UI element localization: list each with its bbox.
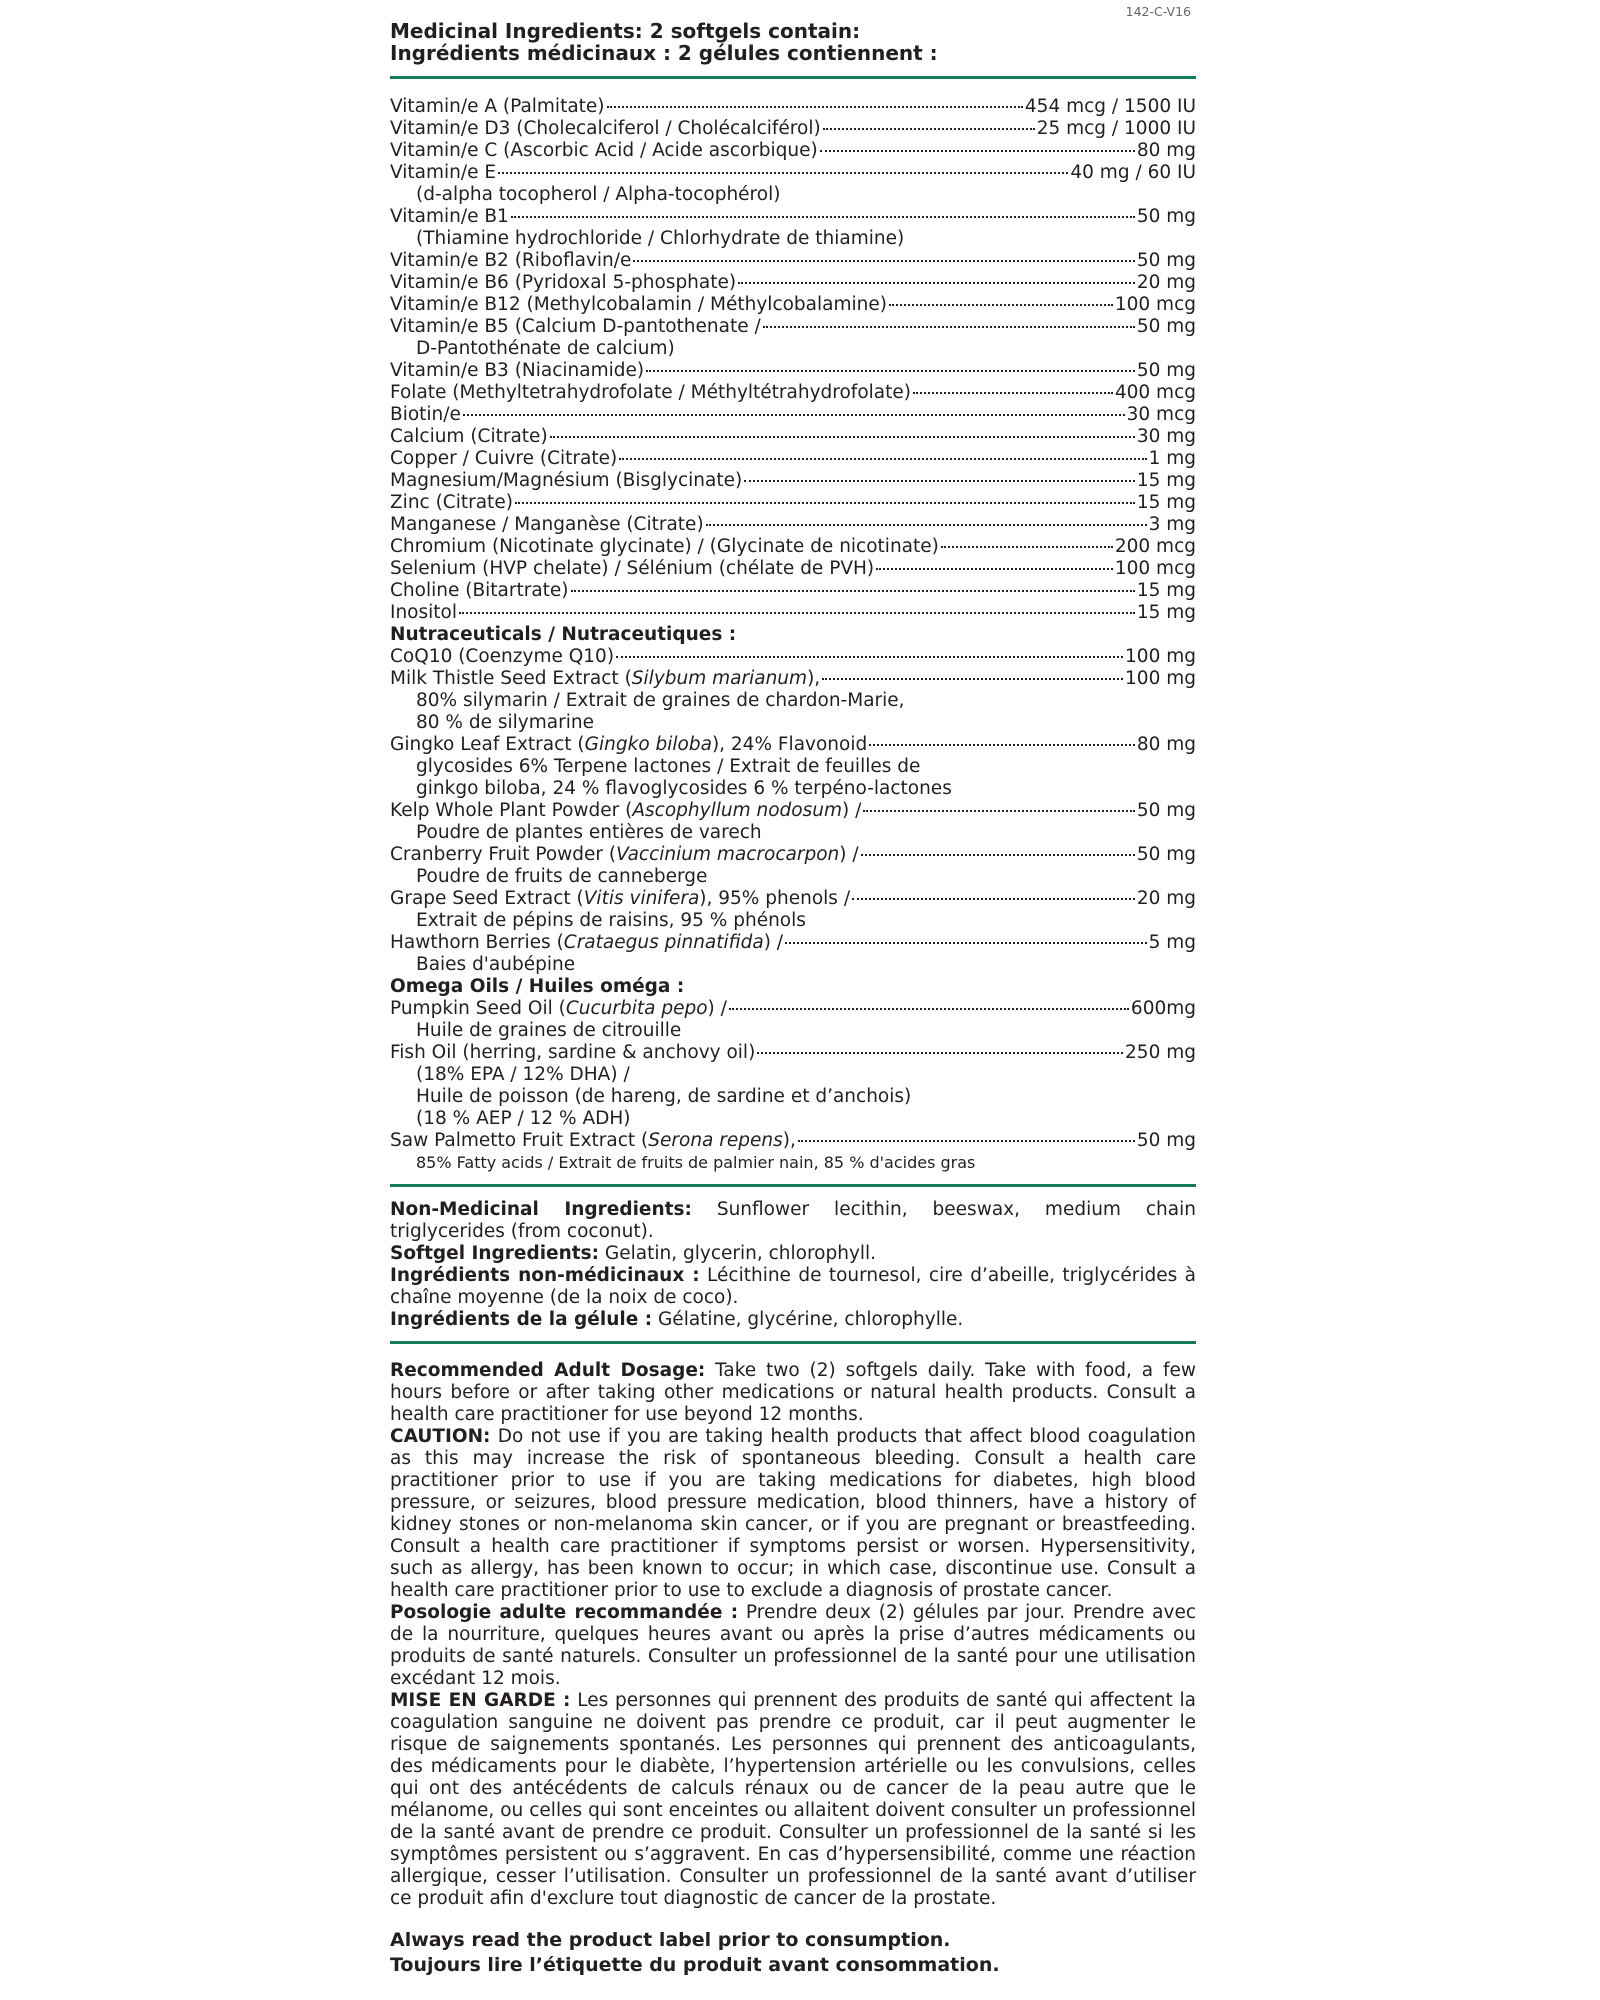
ingredient-name	[390, 470, 742, 492]
dosage-item-label: Recommended Adult Dosage:	[390, 1360, 706, 1381]
ingredient-amount: 100 mcg	[1114, 558, 1196, 579]
ingredient-detail: 80% silymarin / Extrait de graines de chardon-Marie,	[416, 690, 905, 711]
ingredient-amount: 30 mcg	[1126, 404, 1196, 425]
ingredient-name-text: Hawthorn Berries (	[390, 932, 564, 953]
dot-leader	[861, 854, 1135, 856]
ingredient-amount: 25 mcg / 1000 IU	[1036, 118, 1196, 139]
ingredient-detail: 85% Fatty acids / Extrait de fruits de palmier nain, 85 % d'acides gras	[416, 1153, 976, 1172]
ingredient-name	[390, 668, 820, 690]
dot-leader	[798, 1140, 1135, 1142]
ingredient-amount: 20 mg	[1136, 888, 1196, 909]
ingredient-row	[390, 932, 1196, 954]
ingredient-detail: ginkgo biloba, 24 % flavoglycosides 6 % terpéno-lactones	[416, 778, 952, 799]
ingredient-name-text: Vitamin/e B5 (Calcium D-pantothenate /	[390, 316, 761, 337]
ingredient-name	[390, 844, 859, 866]
ingredient-row	[390, 492, 1196, 514]
dot-leader	[515, 502, 1135, 504]
ingredient-row	[390, 1042, 1196, 1064]
divider-rule	[390, 1184, 1196, 1187]
ingredient-name	[390, 888, 850, 910]
ingredient-row	[390, 272, 1196, 294]
ingredient-name	[390, 426, 548, 448]
latin-name: Silybum marianum	[631, 668, 808, 689]
section-heading: Omega Oils / Huiles oméga :	[390, 976, 685, 997]
non-medicinal-item-label: Ingrédients non-médicinaux :	[390, 1265, 700, 1286]
dot-leader	[459, 612, 1135, 614]
non-medicinal-item	[390, 1265, 1196, 1309]
ingredient-amount: 15 mg	[1136, 492, 1196, 513]
ingredient-detail: (d-alpha tocopherol / Alpha-tocophérol)	[416, 184, 781, 205]
ingredient-list	[390, 96, 1196, 1174]
ingredient-amount: 600mg	[1130, 998, 1196, 1019]
divider-rule	[390, 1341, 1196, 1344]
ingredient-detail: 80 % de silymarine	[416, 712, 594, 733]
ingredient-name	[390, 448, 617, 470]
ingredient-name-text: Vitamin/e B3 (Niacinamide)	[390, 360, 645, 381]
latin-name: Gingko biloba	[584, 734, 712, 755]
dot-leader	[785, 942, 1147, 944]
dot-leader	[633, 260, 1134, 262]
ingredient-name-text: Pumpkin Seed Oil (	[390, 998, 566, 1019]
ingredient-name-suffix: ), 95% phenols /	[699, 888, 851, 909]
ingredient-amount: 50 mg	[1136, 844, 1196, 865]
non-medicinal-item-text: Sunflower lecithin, beeswax, medium chain triglycerides (from coconut).	[390, 1199, 1196, 1242]
supplement-label	[390, 0, 1196, 1978]
ingredient-name-text: Vitamin/e B6 (Pyridoxal 5-phosphate)	[390, 272, 737, 293]
dot-leader	[616, 656, 1123, 658]
ingredient-amount: 50 mg	[1136, 206, 1196, 227]
non-medicinal-item-text: Lécithine de tournesol, cire d’abeille, triglycérides à chaîne moyenne (de la noix de coco).	[390, 1265, 1196, 1308]
ingredient-name	[390, 316, 761, 338]
ingredient-name	[390, 558, 874, 580]
ingredient-name-text: Vitamin/e E	[390, 162, 497, 183]
ingredient-detail: Huile de poisson (de hareng, de sardine et d’anchois)	[416, 1086, 912, 1107]
dosage-item-text: Do not use if you are taking health products that affect blood coagulation as this may increase the risk of spontaneous bleeding. Consult a health care practitioner prior to use if you are taking medications for diabetes, high blood pressure, or seizures, blood pressure medication, blood thinners, have a history of kidney stones or non-melanoma skin cancer, or if you are pregnant or breastfeeding. Consult a health care practitioner if symptoms persist or worsen. Hypersensitivity, such as allergy, has been known to occur; in which case, discontinue use. Consult a health care practitioner prior to use to exclude a diagnosis of prostate cancer.	[390, 1426, 1196, 1601]
ingredient-amount: 30 mg	[1136, 426, 1196, 447]
ingredient-row	[390, 646, 1196, 668]
ingredient-amount: 80 mg	[1136, 734, 1196, 755]
ingredient-name-text: Biotin/e	[390, 404, 461, 425]
dot-leader	[571, 590, 1135, 592]
ingredient-name	[390, 250, 631, 272]
ingredient-amount: 200 mcg	[1114, 536, 1196, 557]
ingredient-name-text: Vitamin/e A (Palmitate)	[390, 96, 605, 117]
ingredient-row	[390, 96, 1196, 118]
ingredient-amount: 50 mg	[1136, 800, 1196, 821]
ingredient-name-text: Copper / Cuivre (Citrate)	[390, 448, 618, 469]
ingredient-amount: 15 mg	[1136, 602, 1196, 623]
ingredient-name-text: Grape Seed Extract (	[390, 888, 584, 909]
ingredient-name-text: Selenium (HVP chelate) / Sélénium (chélate de PVH)	[390, 558, 875, 579]
ingredient-amount: 20 mg	[1136, 272, 1196, 293]
dot-leader	[646, 370, 1135, 372]
ingredient-name	[390, 800, 861, 822]
ingredient-detail: Poudre de fruits de canneberge	[416, 866, 708, 887]
ingredient-row	[390, 602, 1196, 624]
ingredient-row	[390, 294, 1196, 316]
dot-leader	[550, 436, 1135, 438]
ingredient-row	[390, 162, 1196, 184]
ingredient-name-text: Vitamin/e C (Ascorbic Acid / Acide ascorbique)	[390, 140, 818, 161]
non-medicinal-item-label: Ingrédients de la gélule :	[390, 1309, 653, 1330]
dot-leader	[511, 216, 1135, 218]
ingredient-name	[390, 932, 783, 954]
ingredient-name	[390, 140, 818, 162]
ingredient-amount: 15 mg	[1136, 470, 1196, 491]
dot-leader	[863, 810, 1134, 812]
non-medicinal-section	[390, 1199, 1196, 1331]
ingredient-name	[390, 162, 496, 184]
ingredient-name-text: Magnesium/Magnésium (Bisglycinate)	[390, 470, 743, 491]
ingredient-row	[390, 316, 1196, 338]
ingredient-name-text: Vitamin/e D3 (Cholecalciferol / Cholécalciférol)	[390, 118, 821, 139]
ingredient-name-suffix: ) /	[707, 998, 727, 1019]
ingredient-detail: (Thiamine hydrochloride / Chlorhydrate de thiamine)	[416, 228, 905, 249]
non-medicinal-item-label: Softgel Ingredients:	[390, 1243, 600, 1264]
ingredient-row	[390, 426, 1196, 448]
ingredient-row	[390, 844, 1196, 866]
ingredient-name-text: Vitamin/e B1	[390, 206, 509, 227]
ingredient-row	[390, 360, 1196, 382]
footer-en: Always read the product label prior to consumption.	[390, 1929, 951, 1951]
ingredient-name	[390, 96, 605, 118]
latin-name: Vitis vinifera	[583, 888, 700, 909]
medicinal-header	[390, 0, 1196, 64]
section-heading: Nutraceuticals / Nutraceutiques :	[390, 624, 737, 645]
ingredient-row	[390, 118, 1196, 140]
ingredient-row	[390, 448, 1196, 470]
ingredient-amount: 454 mcg / 1500 IU	[1024, 96, 1196, 117]
ingredient-row	[390, 1130, 1196, 1152]
ingredient-name-suffix: ) /	[841, 800, 862, 821]
ingredient-name-suffix: ),	[807, 668, 821, 689]
ingredient-amount: 100 mg	[1125, 668, 1196, 689]
latin-name: Vaccinium macrocarpon	[616, 844, 840, 865]
ingredient-amount: 100 mg	[1125, 646, 1196, 667]
ingredient-name	[390, 118, 821, 140]
dosage-item-label: CAUTION:	[390, 1426, 491, 1447]
dot-leader	[941, 546, 1113, 548]
ingredient-row	[390, 888, 1196, 910]
ingredient-name-text: Folate (Methyltetrahydrofolate / Méthyltétrahydrofolate)	[390, 382, 911, 403]
dot-leader	[607, 106, 1023, 108]
dot-leader	[852, 898, 1135, 900]
dot-leader	[869, 744, 1135, 746]
ingredient-name	[390, 734, 867, 756]
dosage-item-text: Les personnes qui prennent des produits de santé qui affectent la coagulation sanguine ne doivent pas prendre ce produit, car il peut augmenter le risque de saignements spontanés. Les personnes qui prennent des anticoagulants, des médicaments pour le diabète, l’hypertension artérielle ou les convulsions, celles qui ont des antécédents de calculs rénaux ou de cancer de la peau autre que le mélanome, ou celles qui sont enceintes ou allaitent doivent consulter un professionnel de la santé avant de prendre ce produit. Consulter un professionnel de la santé si les symptômes persistent ou s’aggravent. En cas d’hypersensibilité, comme une réaction allergique, cesser l’utilisation. Consulter un professionnel de la santé avant d’utiliser ce produit afin d'exclure tout diagnostic de cancer de la prostate.	[390, 1690, 1196, 1909]
dot-leader	[619, 458, 1146, 460]
ingredient-name-text: Chromium (Nicotinate glycinate) / (Glycinate de nicotinate)	[390, 536, 939, 557]
ingredient-name	[390, 360, 644, 382]
ingredient-name-text: Fish Oil (herring, sardine & anchovy oil)	[390, 1042, 756, 1063]
ingredient-name-suffix: ) /	[839, 844, 859, 865]
dosage-item-label: MISE EN GARDE :	[390, 1690, 571, 1711]
ingredient-name-text: Inositol	[390, 602, 457, 623]
dot-leader	[822, 678, 1123, 680]
ingredient-name-text: Choline (Bitartrate)	[390, 580, 569, 601]
ingredient-row	[390, 514, 1196, 536]
ingredient-name	[390, 514, 704, 536]
dosage-item-text: Take two (2) softgels daily. Take with food, a few hours before or after taking other medications or natural health products. Consult a health care practitioner for use beyond 12 months.	[390, 1360, 1196, 1425]
ingredient-name-text: Vitamin/e B2 (Riboflavin/e	[390, 250, 632, 271]
ingredient-detail: Extrait de pépins de raisins, 95 % phénols	[416, 910, 806, 931]
ingredient-row	[390, 800, 1196, 822]
ingredient-name-suffix: ),	[782, 1130, 796, 1151]
ingredient-detail: Baies d'aubépine	[416, 954, 576, 975]
ingredient-name	[390, 536, 939, 558]
ingredient-row	[390, 470, 1196, 492]
ingredient-row	[390, 998, 1196, 1020]
ingredient-amount: 80 mg	[1136, 140, 1196, 161]
ingredient-name-text: Vitamin/e B12 (Methylcobalamin / Méthylcobalamine)	[390, 294, 887, 315]
ingredient-row	[390, 206, 1196, 228]
ingredient-detail: Poudre de plantes entières de varech	[416, 822, 762, 843]
ingredient-name-text: Milk Thistle Seed Extract (	[390, 668, 632, 689]
ingredient-row	[390, 404, 1196, 426]
ingredient-name-text: Kelp Whole Plant Powder (	[390, 800, 633, 821]
ingredient-name	[390, 382, 911, 404]
ingredient-amount: 40 mg / 60 IU	[1070, 162, 1196, 183]
latin-name: Crataegus pinnatifida	[563, 932, 764, 953]
ingredient-amount: 50 mg	[1136, 360, 1196, 381]
dosage-section	[390, 1360, 1196, 1910]
dot-leader	[738, 282, 1135, 284]
dot-leader	[823, 128, 1035, 130]
ingredient-name-text: Calcium (Citrate)	[390, 426, 548, 447]
ingredient-amount: 400 mcg	[1114, 382, 1196, 403]
ingredient-detail: (18% EPA / 12% DHA) /	[416, 1064, 630, 1085]
ingredient-row	[390, 250, 1196, 272]
dot-leader	[876, 568, 1113, 570]
ingredient-name-text: Gingko Leaf Extract (	[390, 734, 585, 755]
dot-leader	[744, 480, 1135, 482]
ingredient-name	[390, 998, 727, 1020]
dot-leader	[729, 1008, 1129, 1010]
non-medicinal-item	[390, 1243, 1196, 1265]
ingredient-amount: 50 mg	[1136, 1130, 1196, 1151]
ingredient-name	[390, 404, 461, 426]
ingredient-amount: 50 mg	[1136, 316, 1196, 337]
ingredient-name-text: Cranberry Fruit Powder (	[390, 844, 617, 865]
ingredient-amount: 250 mg	[1125, 1042, 1196, 1063]
ingredient-detail: Huile de graines de citrouille	[416, 1020, 682, 1041]
ingredient-name-suffix: ) /	[763, 932, 784, 953]
ingredient-name	[390, 492, 513, 514]
dosage-item	[390, 1360, 1196, 1426]
ingredient-row	[390, 382, 1196, 404]
ingredient-detail: (18 % AEP / 12 % ADH)	[416, 1108, 631, 1129]
dot-leader	[913, 392, 1113, 394]
ingredient-row	[390, 558, 1196, 580]
ingredient-name-text: Zinc (Citrate)	[390, 492, 513, 513]
ingredient-name	[390, 646, 614, 668]
ingredient-detail: D-Pantothénate de calcium)	[416, 338, 675, 359]
ingredient-row	[390, 140, 1196, 162]
footer-fr: Toujours lire l’étiquette du produit avant consommation.	[390, 1954, 1000, 1976]
ingredient-name	[390, 206, 509, 228]
dosage-item	[390, 1602, 1196, 1690]
dosage-item-text: Prendre deux (2) gélules par jour. Prendre avec de la nourriture, quelques heures avant ou après la prise d’autres médicaments ou produits de santé naturels. Consulter un professionnel de la santé pour une utilisation excédant 12 mois.	[390, 1602, 1196, 1689]
ingredient-name-text: CoQ10 (Coenzyme Q10)	[390, 646, 615, 667]
ingredient-row	[390, 580, 1196, 602]
dot-leader	[498, 172, 1068, 174]
ingredient-name	[390, 602, 457, 624]
dot-leader	[763, 326, 1135, 328]
dosage-item	[390, 1690, 1196, 1910]
medicinal-header-en: Medicinal Ingredients: 2 softgels contain:	[390, 19, 861, 43]
ingredient-row	[390, 668, 1196, 690]
ingredient-name	[390, 1042, 755, 1064]
non-medicinal-item-label: Non-Medicinal Ingredients:	[390, 1199, 692, 1220]
label-code: 142-C-V16	[1125, 4, 1191, 19]
non-medicinal-item-text: Gélatine, glycérine, chlorophylle.	[652, 1309, 964, 1330]
dosage-item	[390, 1426, 1196, 1602]
ingredient-name-text: Saw Palmetto Fruit Extract (	[390, 1130, 649, 1151]
non-medicinal-item	[390, 1309, 1196, 1331]
dot-leader	[463, 414, 1125, 416]
ingredient-detail: glycosides 6% Terpene lactones / Extrait de feuilles de	[416, 756, 921, 777]
ingredient-name	[390, 1130, 796, 1152]
ingredient-amount: 1 mg	[1148, 448, 1196, 469]
dot-leader	[889, 304, 1113, 306]
latin-name: Ascophyllum nodosum	[632, 800, 842, 821]
dot-leader	[706, 524, 1147, 526]
ingredient-amount: 3 mg	[1148, 514, 1196, 535]
ingredient-name	[390, 294, 887, 316]
footer-notice	[390, 1928, 1196, 1978]
ingredient-name	[390, 272, 736, 294]
dot-leader	[757, 1052, 1123, 1054]
ingredient-name-suffix: ), 24% Flavonoid	[711, 734, 868, 755]
non-medicinal-item	[390, 1199, 1196, 1243]
latin-name: Serona repens	[648, 1130, 783, 1151]
ingredient-row	[390, 734, 1196, 756]
medicinal-header-fr: Ingrédients médicinaux : 2 gélules contiennent :	[390, 41, 938, 65]
ingredient-amount: 15 mg	[1136, 580, 1196, 601]
dot-leader	[820, 150, 1135, 152]
ingredient-amount: 100 mcg	[1114, 294, 1196, 315]
divider-rule	[390, 76, 1196, 79]
non-medicinal-item-text: Gelatin, glycerin, chlorophyll.	[599, 1243, 877, 1264]
ingredient-amount: 5 mg	[1148, 932, 1196, 953]
ingredient-name-text: Manganese / Manganèse (Citrate)	[390, 514, 704, 535]
ingredient-amount: 50 mg	[1136, 250, 1196, 271]
ingredient-name	[390, 580, 569, 602]
ingredient-row	[390, 536, 1196, 558]
latin-name: Cucurbita pepo	[565, 998, 708, 1019]
dosage-item-label: Posologie adulte recommandée :	[390, 1602, 739, 1623]
